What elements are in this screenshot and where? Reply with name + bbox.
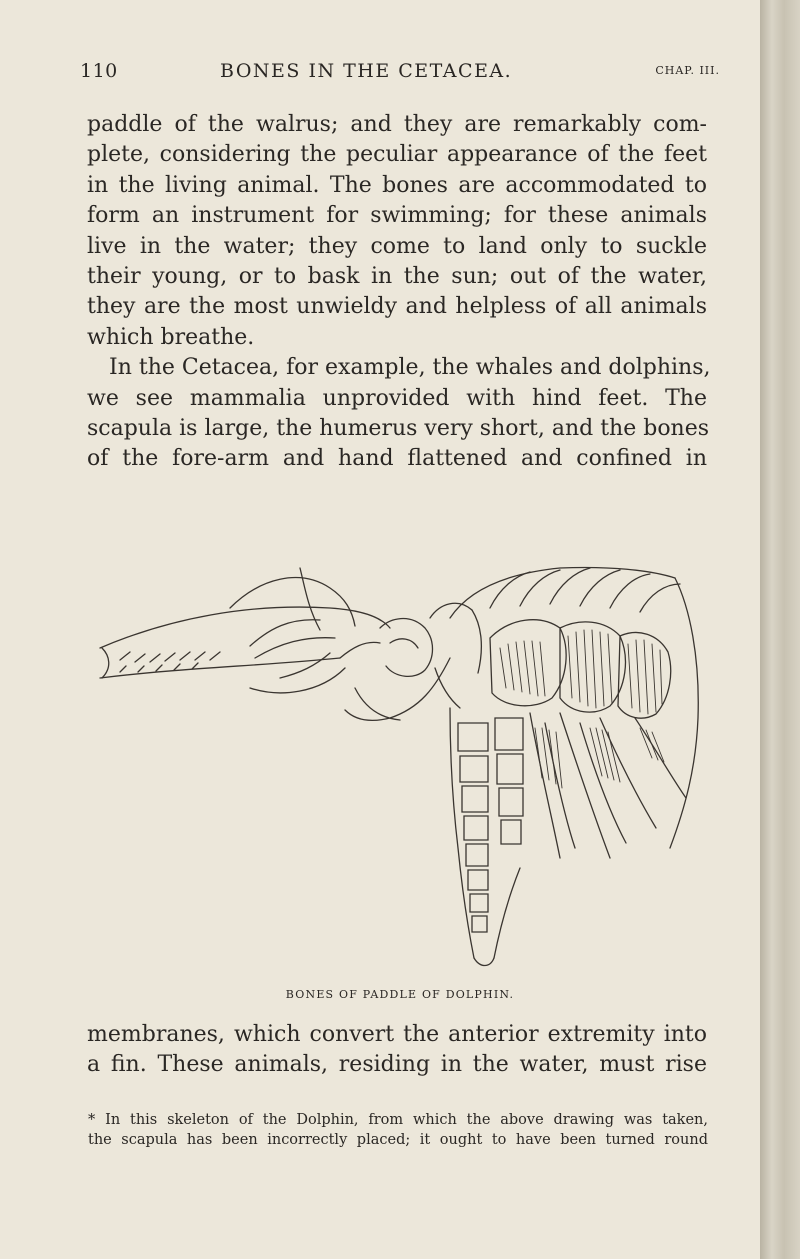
chapter-mark: CHAP. III. (655, 64, 720, 77)
page-edge (760, 0, 800, 1259)
text-line: they are the most unwieldy and helpless of all animals (87, 294, 707, 320)
text-line-last: which breathe. (87, 324, 255, 350)
dolphin-paddle-illustration (90, 548, 720, 978)
text-line: plete, considering the peculiar appearance of the feet (87, 142, 707, 168)
footnote (88, 1110, 708, 1150)
text-line: membranes, which convert the anterior extremity into (87, 1022, 707, 1047)
body-paragraph-continued (87, 1020, 707, 1081)
text-line: in the living animal. The bones are accommodated to (87, 172, 707, 198)
text-line: a fin. These animals, residing in the water, must rise (87, 1052, 707, 1078)
body-paragraphs (87, 110, 711, 475)
text-line: scapula is large, the humerus very short, and the bones (87, 416, 710, 442)
page-number: 110 (80, 60, 118, 82)
text-line: their young, or to bask in the sun; out of the water, (87, 264, 707, 290)
page-header (80, 60, 720, 90)
text-line: paddle of the walrus; and they are remarkably com- (87, 112, 707, 137)
running-head: BONES IN THE CETACEA. (220, 60, 513, 82)
text-line: In the Cetacea, for example, the whales and dolphins, (109, 355, 711, 381)
figure-caption: BONES OF PADDLE OF DOLPHIN. (285, 988, 515, 1001)
footnote-line: * In this skeleton of the Dolphin, from which the above drawing was taken, (88, 1112, 708, 1128)
footnote-line: the scapula has been incorrectly placed; it ought to have been turned round (88, 1132, 708, 1148)
text-line: we see mammalia unprovided with hind feet. The (87, 385, 707, 411)
text-line: live in the water; they come to land only to suckle (87, 233, 707, 259)
text-line: of the fore-arm and hand flattened and confined in (87, 446, 707, 472)
text-line: form an instrument for swimming; for these animals (87, 203, 707, 229)
